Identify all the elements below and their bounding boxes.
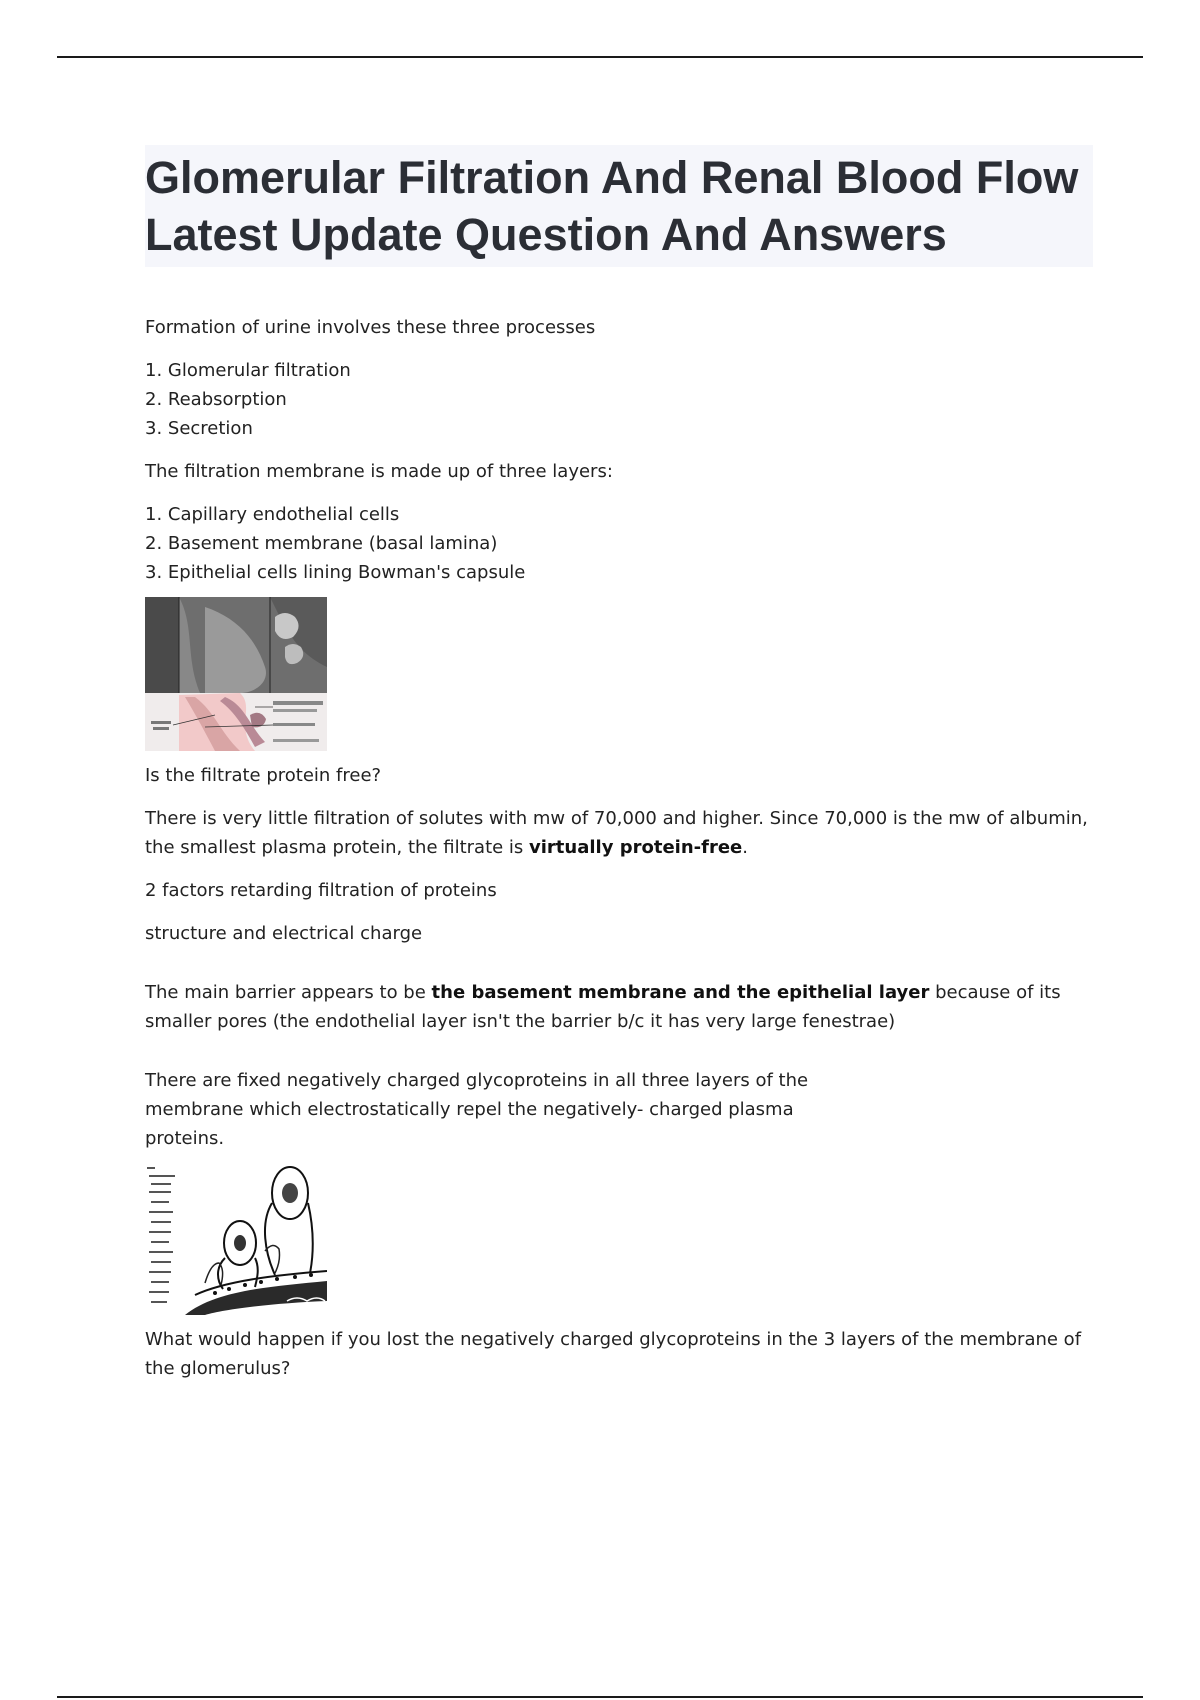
question-retarding-factors: 2 factors retarding filtration of proteins [145, 880, 497, 901]
question-urine-formation: Formation of urine involves these three processes [145, 317, 596, 338]
list-item: 2. Reabsorption [145, 389, 287, 410]
paragraph-main-barrier: The main barrier appears to be the basement membrane and the epithelial layer because of its smaller pores (the endothelial layer isn't the barrier b/c it has very large fenestrae) [145, 982, 1061, 1032]
podocyte-drawing-figure [145, 1163, 327, 1315]
title-banner [145, 145, 1093, 267]
answer-membrane-layers [145, 500, 1093, 587]
question-protein-free: Is the filtrate protein free? [145, 765, 382, 786]
filtration-membrane-figure [145, 597, 327, 751]
answer-retarding-factors: structure and electrical charge [145, 923, 423, 944]
answer-urine-processes [145, 356, 1093, 443]
question-filtration-membrane: The filtration membrane is made up of three layers: [145, 461, 613, 482]
paragraph-glycoproteins: There are fixed negatively charged glycoproteins in all three layers of the membrane which electrostatically repel the negatively- charged plasma proteins. [145, 1070, 809, 1149]
page-title: Glomerular Filtration And Renal Blood Flow Latest Update Question And Answers [145, 152, 1079, 260]
list-item: 2. Basement membrane (basal lamina) [145, 533, 498, 554]
document-body [145, 145, 1093, 1383]
question-lost-glycoproteins: What would happen if you lost the negatively charged glycoproteins in the 3 layers of the membrane of the glomerulus? [145, 1329, 1082, 1379]
bottom-rule [57, 1696, 1143, 1698]
list-item: 3. Epithelial cells lining Bowman's capsule [145, 562, 526, 583]
top-rule [57, 56, 1143, 58]
list-item: 1. Capillary endothelial cells [145, 504, 400, 525]
answer-protein-free: There is very little filtration of solutes with mw of 70,000 and higher. Since 70,000 is the mw of albumin, the smallest plasma protein, the filtrate is virtually protein-free. [145, 808, 1088, 858]
list-item: 1. Glomerular filtration [145, 360, 351, 381]
list-item: 3. Secretion [145, 418, 253, 439]
